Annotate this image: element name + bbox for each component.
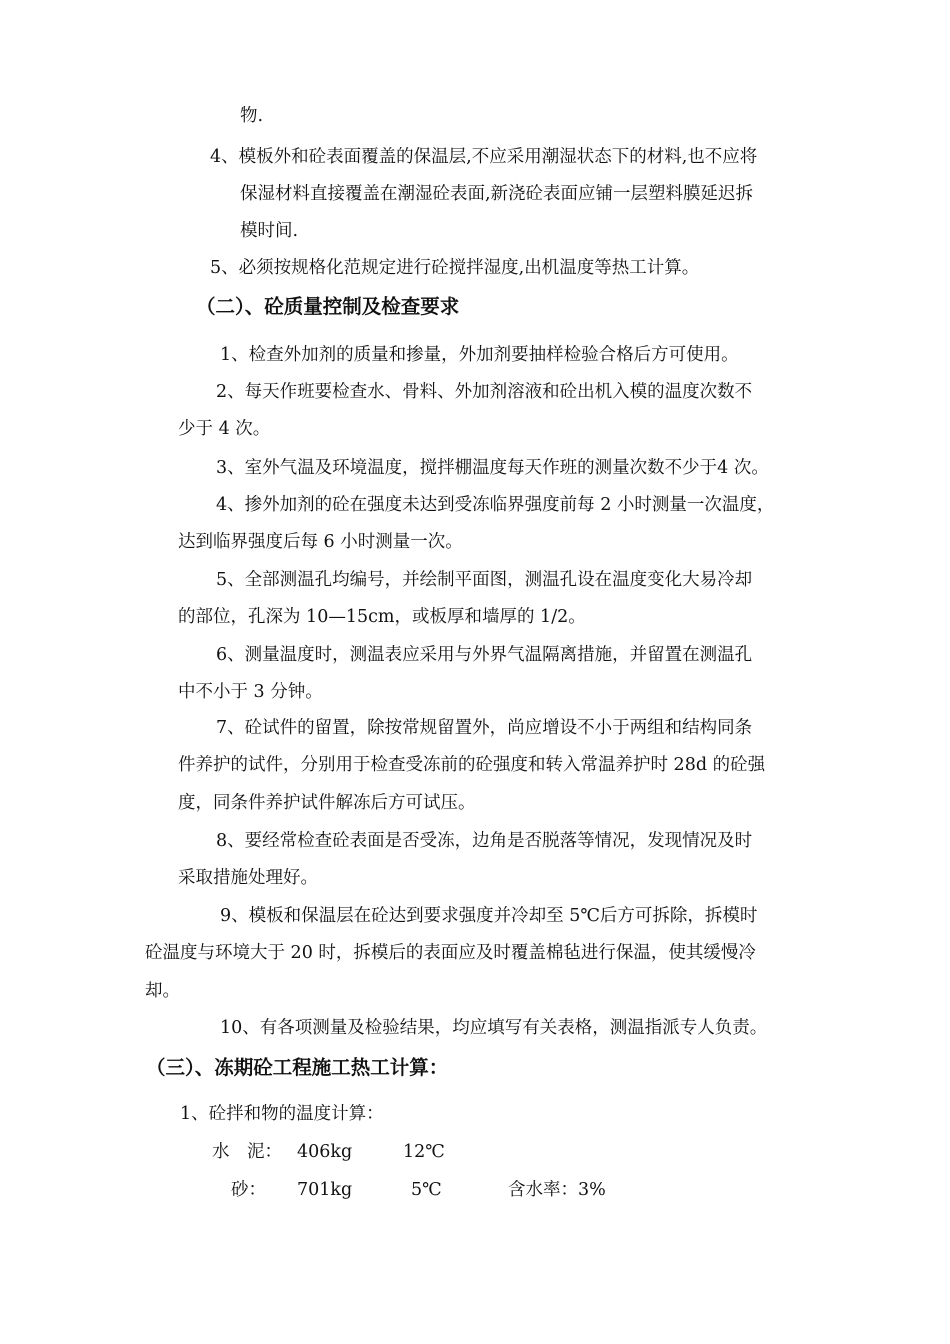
material-label: 水 泥： bbox=[212, 1142, 282, 1162]
list-item-5-line-1: 5、全部测温孔均编号，并绘制平面图，测温孔设在温度变化大易冷却 bbox=[216, 570, 753, 590]
list-item-3-line-1: 3、室外气温及环境温度，搅拌棚温度每天作班的测量次数不少于4 次。 bbox=[216, 458, 769, 478]
sub-item-1: 1、砼拌和物的温度计算： bbox=[180, 1104, 384, 1124]
list-item-7-line-2: 件养护的试件，分别用于检查受冻前的砼强度和转入常温养护时 28d 的砼强 bbox=[178, 755, 766, 775]
list-item-4-line-2: 保湿材料直接覆盖在潮湿砼表面,新浇砼表面应铺一层塑料膜延迟拆 bbox=[240, 184, 754, 204]
material-temp: 5℃ bbox=[411, 1180, 442, 1200]
list-item-10-line-1: 10、有各项测量及检验结果，均应填写有关表格，测温指派专人负责。 bbox=[220, 1018, 768, 1038]
list-item-9-line-3: 却。 bbox=[145, 981, 180, 1001]
list-item-7-line-1: 7、砼试件的留置，除按常规留置外，尚应增设不小于两组和结构同条 bbox=[216, 718, 753, 738]
material-temp: 12℃ bbox=[403, 1142, 445, 1162]
list-item-5-line-1: 5、必须按规格化范规定进行砼搅拌湿度,出机温度等热工计算。 bbox=[210, 258, 700, 278]
list-item-8-line-1: 8、要经常检查砼表面是否受冻，边角是否脱落等情况，发现情况及时 bbox=[216, 831, 753, 851]
list-item-4-line-2: 达到临界强度后每 6 小时测量一次。 bbox=[178, 532, 463, 552]
material-mass: 701kg bbox=[297, 1180, 353, 1200]
list-item-8-line-2: 采取措施处理好。 bbox=[178, 868, 318, 888]
list-item-4-line-1: 4、模板外和砼表面覆盖的保温层,不应采用潮湿状态下的材料,也不应将 bbox=[210, 147, 758, 167]
material-mass: 406kg bbox=[297, 1142, 353, 1162]
section-heading-2: （二）、砼质量控制及检查要求 bbox=[196, 295, 460, 318]
list-item-4-line-3: 模时间. bbox=[240, 221, 299, 241]
list-item-6-line-2: 中不小于 3 分钟。 bbox=[178, 682, 323, 702]
list-item-1-line-1: 1、检查外加剂的质量和掺量，外加剂要抽样检验合格后方可使用。 bbox=[220, 345, 739, 365]
list-item-4-line-1: 4、掺外加剂的砼在强度未达到受冻临界强度前每 2 小时测量一次温度， bbox=[216, 495, 775, 515]
list-item-2-line-1: 2、每天作班要检查水、骨料、外加剂溶液和砼出机入模的温度次数不 bbox=[216, 382, 753, 402]
list-item-9-line-1: 9、模板和保温层在砼达到要求强度并冷却至 5℃后方可拆除，拆模时 bbox=[220, 906, 758, 926]
section-heading-3: （三）、冻期砼工程施工热工计算： bbox=[146, 1056, 449, 1079]
list-item-2-line-2: 少于 4 次。 bbox=[178, 419, 271, 439]
list-item-9-line-2: 砼温度与环境大于 20 时，拆模后的表面应及时覆盖棉毡进行保温，使其缓慢冷 bbox=[145, 943, 756, 963]
list-item-7-line-3: 度，同条件养护试件解冻后方可试压。 bbox=[178, 793, 476, 813]
text-line: 物. bbox=[240, 106, 264, 126]
material-moisture: 含水率：3% bbox=[508, 1180, 606, 1200]
list-item-6-line-1: 6、测量温度时，测温表应采用与外界气温隔离措施，并留置在测温孔 bbox=[216, 645, 753, 665]
material-label: 砂： bbox=[231, 1180, 266, 1200]
list-item-5-line-2: 的部位，孔深为 10—15cm，或板厚和墙厚的 1/2。 bbox=[178, 607, 586, 627]
